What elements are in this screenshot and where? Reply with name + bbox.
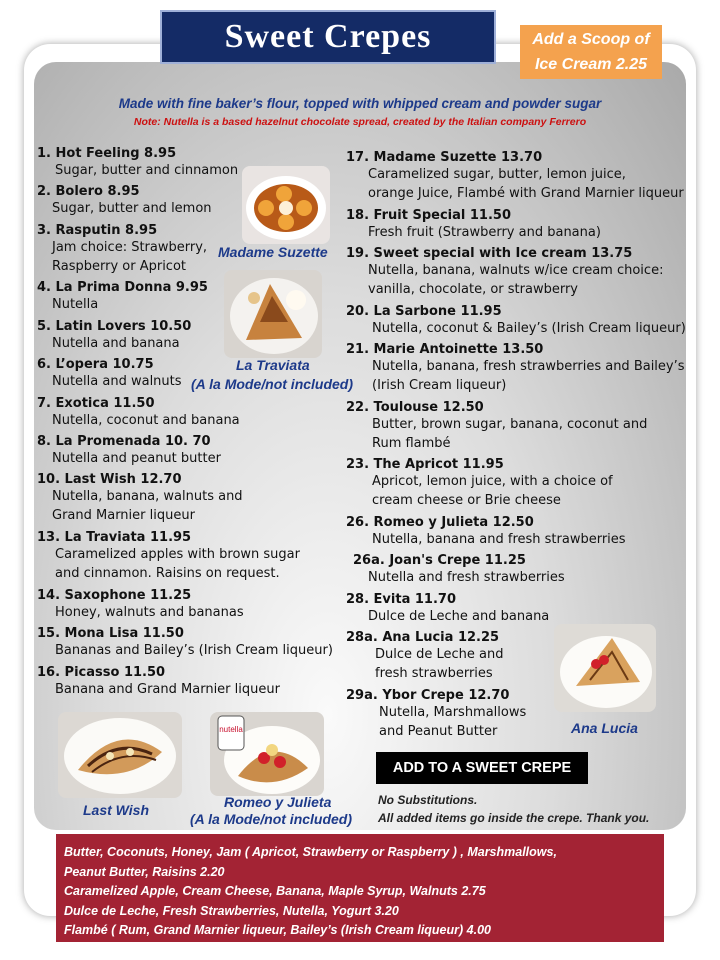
item-desc: Nutella, banana, walnuts w/ice cream choice: <box>368 263 664 278</box>
add-ons-box <box>56 834 664 942</box>
menu-item <box>37 588 244 622</box>
menu-item <box>37 223 207 276</box>
menu-item <box>37 665 280 699</box>
item-desc: Raspberry or Apricot <box>52 259 187 274</box>
item-name: 6. L’opera 10.75 <box>37 357 154 372</box>
menu-item <box>37 472 243 525</box>
menu-item <box>346 688 526 741</box>
item-desc: Dulce de Leche and banana <box>368 609 550 624</box>
item-desc: Grand Marnier liqueur <box>52 508 195 523</box>
menu-item <box>346 150 684 203</box>
item-desc: Banana and Grand Marnier liqueur <box>55 682 280 697</box>
item-name: 10. Last Wish 12.70 <box>37 472 182 487</box>
item-desc: Nutella and peanut butter <box>52 451 221 466</box>
item-name: 3. Rasputin 8.95 <box>37 223 158 238</box>
menu-item <box>346 400 647 453</box>
item-name: 23. The Apricot 11.95 <box>346 457 504 472</box>
la-traviata-note: (A la Mode/not included) <box>191 376 354 392</box>
menu-item <box>37 396 240 430</box>
item-name: 20. La Sarbone 11.95 <box>346 304 502 319</box>
nutella-jar-label: nutella <box>219 725 243 734</box>
menu-item <box>37 357 182 391</box>
item-name: 21. Marie Antoinette 13.50 <box>346 342 544 357</box>
last-wish-photo <box>58 712 182 798</box>
item-name: 5. Latin Lovers 10.50 <box>37 319 192 334</box>
item-desc: Rum flambé <box>372 436 451 451</box>
menu-item <box>37 280 208 314</box>
item-desc: vanilla, chocolate, or strawberry <box>368 282 578 297</box>
la-traviata-caption: La Traviata <box>236 357 310 373</box>
add-on-line: Caramelized Apple, Cream Cheese, Banana, Maple Syrup, Walnuts 2.75 <box>64 884 486 898</box>
item-name: 14. Saxophone 11.25 <box>37 588 192 603</box>
scoop-line-2: Ice Cream 2.25 <box>534 56 648 73</box>
add-on-line: Dulce de Leche, Fresh Strawberries, Nutella, Yogurt 3.20 <box>64 903 399 918</box>
romeo-y-julieta-photo <box>210 712 324 796</box>
menu-item <box>346 515 626 549</box>
menu-item <box>346 246 663 299</box>
item-name: 13. La Traviata 11.95 <box>37 530 192 545</box>
item-desc: Sugar, butter and cinnamon <box>55 163 239 178</box>
item-desc: cream cheese or Brie cheese <box>372 493 561 508</box>
la-traviata-photo <box>224 270 322 358</box>
ana-lucia-photo <box>554 624 656 712</box>
item-desc: fresh strawberries <box>375 666 493 681</box>
no-substitutions-note: No Substitutions. <box>378 793 478 807</box>
menu-item <box>37 530 300 583</box>
item-desc: Nutella, banana and fresh strawberries <box>372 532 626 547</box>
item-desc: Caramelized apples with brown sugar <box>55 547 300 562</box>
item-desc: Dulce de Leche and <box>375 647 504 662</box>
menu-item <box>37 434 221 468</box>
item-name: 26a. Joan's Crepe 11.25 <box>353 553 526 568</box>
item-desc: (Irish Cream liqueur) <box>372 378 507 393</box>
menu-item <box>37 184 212 218</box>
menu-item <box>346 457 613 510</box>
item-desc: Fresh fruit (Strawberry and banana) <box>368 225 601 240</box>
added-items-note: All added items go inside the crepe. Thank you. <box>378 811 650 825</box>
item-desc: Nutella and fresh strawberries <box>368 570 565 585</box>
item-desc: Sugar, butter and lemon <box>52 201 212 216</box>
add-to-sweet-crepe-button[interactable]: ADD TO A SWEET CREPE <box>376 752 588 784</box>
item-name: 29a. Ybor Crepe 12.70 <box>346 688 510 703</box>
madame-suzette-photo <box>242 166 330 244</box>
menu-item <box>37 626 333 660</box>
intro-line: Made with fine baker’s flour, topped with whipped cream and powder sugar <box>118 96 602 111</box>
menu-item <box>37 146 238 180</box>
item-desc: and cinnamon. Raisins on request. <box>55 566 280 581</box>
item-desc: Nutella, banana, fresh strawberries and Bailey’s <box>372 359 685 374</box>
ice-cream-scoop-badge <box>520 25 662 79</box>
romeo-y-julieta-caption: Romeo y Julieta <box>224 794 332 810</box>
item-name: 26. Romeo y Julieta 12.50 <box>346 515 534 530</box>
ana-lucia-caption: Ana Lucia <box>571 720 638 736</box>
item-name: 16. Picasso 11.50 <box>37 665 166 680</box>
add-on-line: Peanut Butter, Raisins 2.20 <box>64 864 225 879</box>
item-desc: and Peanut Butter <box>379 724 498 739</box>
item-name: 2. Bolero 8.95 <box>37 184 140 199</box>
menu-item <box>346 630 504 683</box>
menu-item <box>37 319 191 353</box>
item-name: 15. Mona Lisa 11.50 <box>37 626 184 641</box>
item-desc: Butter, brown sugar, banana, coconut and <box>372 417 648 432</box>
item-desc: Jam choice: Strawberry, <box>52 240 208 255</box>
item-desc: Nutella, banana, walnuts and <box>52 489 243 504</box>
item-name: 19. Sweet special with Ice cream 13.75 <box>346 246 633 261</box>
item-desc: Nutella and banana <box>52 336 180 351</box>
item-desc: orange Juice, Flambé with Grand Marnier liqueur <box>368 186 684 201</box>
item-desc: Bananas and Bailey’s (Irish Cream liqueur) <box>55 643 333 658</box>
menu-item <box>353 553 565 587</box>
menu-item <box>346 592 549 626</box>
item-name: 17. Madame Suzette 13.70 <box>346 150 543 165</box>
item-name: 1. Hot Feeling 8.95 <box>37 146 177 161</box>
menu-title: Sweet Crepes <box>160 10 496 64</box>
item-desc: Apricot, lemon juice, with a choice of <box>372 474 613 489</box>
item-desc: Nutella, coconut and banana <box>52 413 240 428</box>
item-desc: Honey, walnuts and bananas <box>55 605 244 620</box>
add-on-line: Butter, Coconuts, Honey, Jam ( Apricot, Strawberry or Raspberry ) , Marshmallows, <box>64 845 557 859</box>
item-name: 8. La Promenada 10. 70 <box>37 434 211 449</box>
item-name: 18. Fruit Special 11.50 <box>346 208 511 223</box>
item-desc: Nutella, Marshmallows <box>379 705 527 720</box>
item-name: 28. Evita 11.70 <box>346 592 456 607</box>
nutella-note: Note: Nutella is a based hazelnut chocolate spread, created by the Italian company Ferrero <box>133 116 587 128</box>
menu-item <box>346 304 686 338</box>
last-wish-caption: Last Wish <box>83 802 149 818</box>
item-name: 28a. Ana Lucia 12.25 <box>346 630 500 645</box>
add-on-line: Flambé ( Rum, Grand Marnier liqueur, Bailey’s (Irish Cream liqueur) 4.00 <box>64 923 491 937</box>
item-desc: Caramelized sugar, butter, lemon juice, <box>368 167 626 182</box>
romeo-y-julieta-note: (A la Mode/not included) <box>190 811 353 827</box>
item-name: 22. Toulouse 12.50 <box>346 400 484 415</box>
item-desc: Nutella and walnuts <box>52 374 182 389</box>
scoop-line-1: Add a Scoop of <box>532 31 650 48</box>
menu-item <box>346 208 601 242</box>
item-desc: Nutella <box>52 297 99 312</box>
item-desc: Nutella, coconut & Bailey’s (Irish Cream liqueur) <box>372 321 686 336</box>
item-name: 4. La Prima Donna 9.95 <box>37 280 208 295</box>
madame-suzette-caption: Madame Suzette <box>218 244 328 260</box>
item-name: 7. Exotica 11.50 <box>37 396 155 411</box>
menu-item <box>346 342 685 395</box>
